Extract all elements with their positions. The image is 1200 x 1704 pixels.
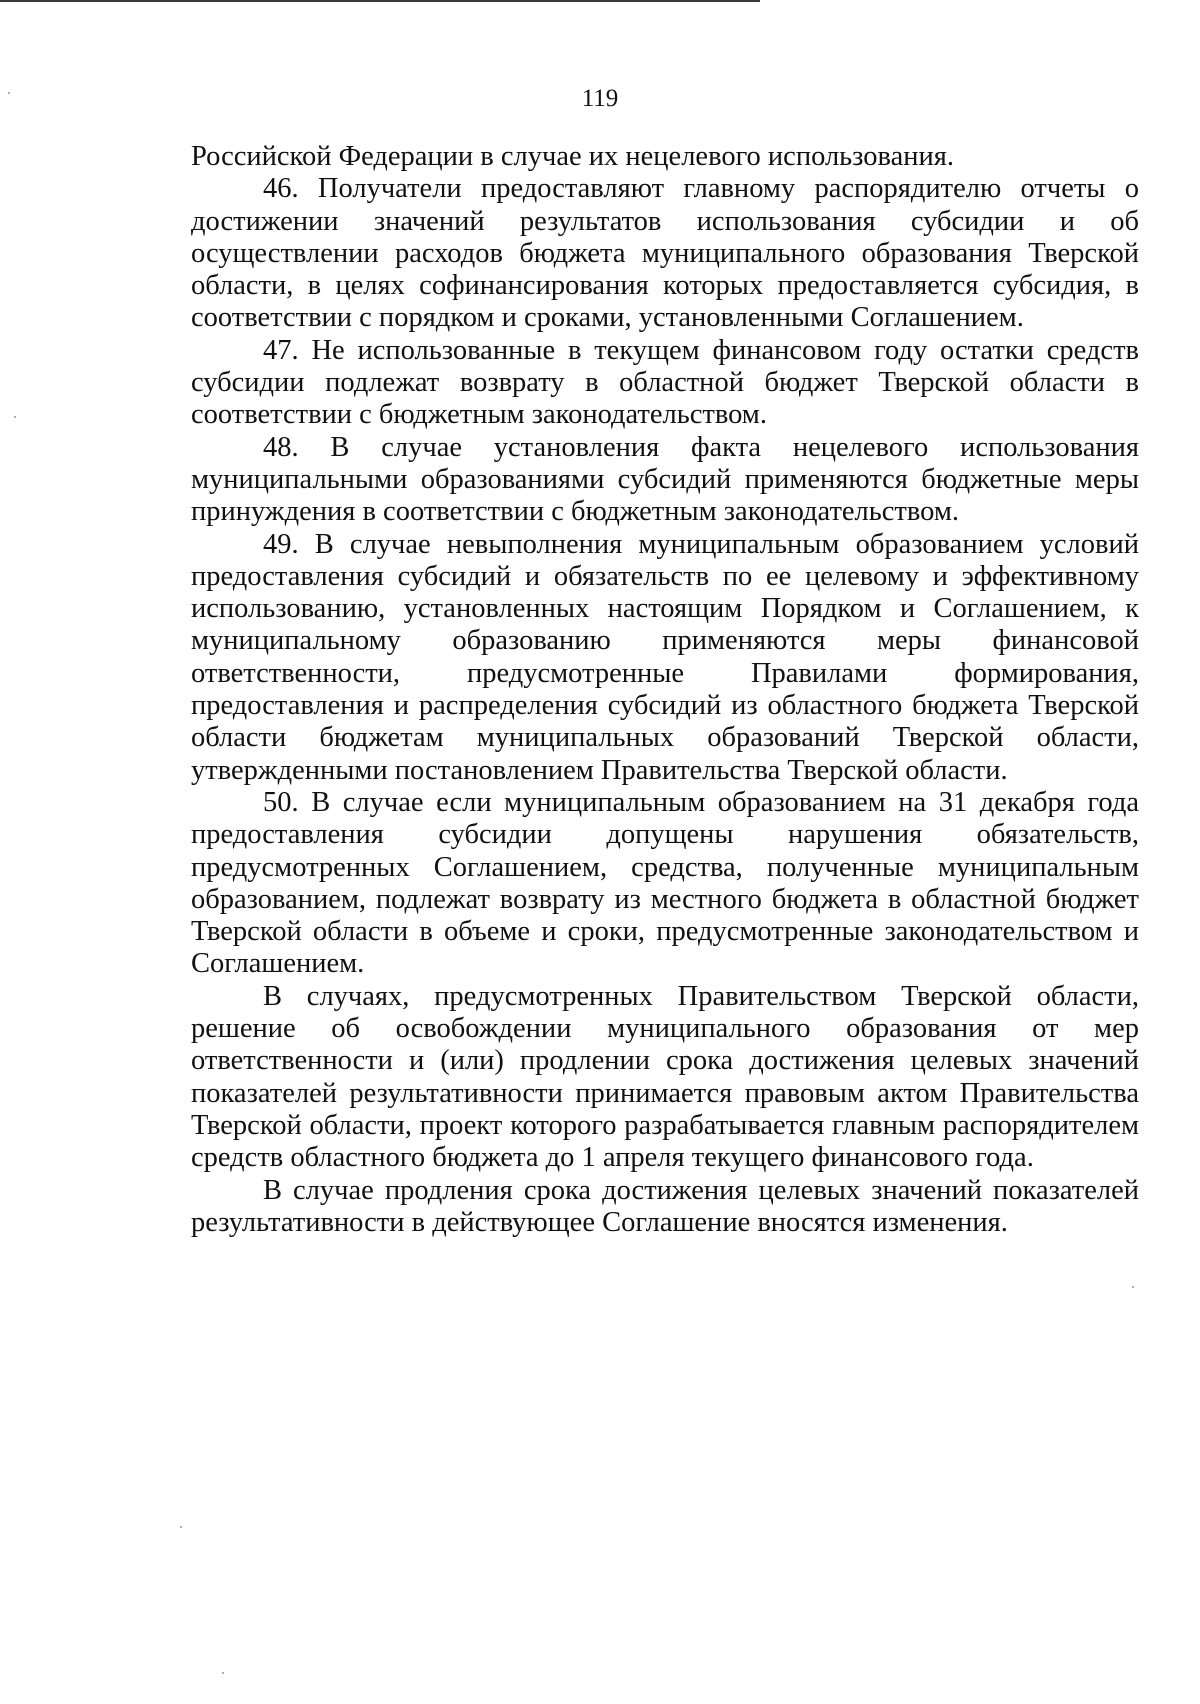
paragraph-continuation: Российской Федерации в случае их нецелевого использования. xyxy=(191,141,954,172)
paragraph-48: 48. В случае установления факта нецелевого использования муниципальными образованиями субсидий применяются бюджетные меры принуждения в соответствии с бюджетным законодательством. xyxy=(191,431,1139,528)
paragraph-49: 49. В случае невыполнения муниципальным образованием условий предоставления субсидий и обязательств по ее целевому и эффективному использованию, установленных настоящим Порядком и Соглашением, к муниципальному образованию применяются меры финансовой ответственности, предусмотренные Правилами формирования, предоставления и распределения субсидий из областного бюджета Тверской области бюджетам муниципальных образований Тверской области, утвержденными постановлением Правительства Тверской области. xyxy=(191,528,1139,786)
paragraph-50-cases: В случаях, предусмотренных Правительством Тверской области, решение об освобождении муниципального образования от мер ответственности и (или) продлении срока достижения целевых значений показателей результативности принимается правовым актом Правительства Тверской области, проект которого разрабатывается главным распорядителем средств областного бюджета до 1 апреля текущего финансового года. xyxy=(191,980,1139,1174)
paragraph-50-extension: В случае продления срока достижения целевых значений показателей результативности в действующее Соглашение вносятся изменения. xyxy=(191,1174,1139,1238)
page-number: 119 xyxy=(581,85,619,112)
scan-speck xyxy=(1132,1286,1134,1288)
scan-speck xyxy=(222,1672,224,1674)
scan-speck xyxy=(8,92,10,94)
paragraph-50: 50. В случае если муниципальным образованием на 31 декабря года предоставления субсидии допущены нарушения обязательств, предусмотренных Соглашением, средства, полученные муниципальным образованием, подлежат возврату из местного бюджета в областной бюджет Тверской области в объеме и сроки, предусмотренные законодательством и Соглашением. xyxy=(191,786,1139,980)
paragraph-47: 47. Не использованные в текущем финансовом году остатки средств субсидии подлежат возврату в областной бюджет Тверской области в соответствии с бюджетным законодательством. xyxy=(191,334,1139,431)
scan-speck xyxy=(14,416,16,418)
scan-edge-line xyxy=(0,0,760,2)
scan-speck xyxy=(180,1526,182,1528)
paragraph-46: 46. Получатели предоставляют главному распорядителю отчеты о достижении значений результатов использования субсидии и об осуществлении расходов бюджета муниципального образования Тверской области, в целях софинансирования которых предоставляется субсидия, в соответствии с порядком и сроками, установленными Соглашением. xyxy=(191,173,1139,334)
document-body xyxy=(191,141,1139,1239)
